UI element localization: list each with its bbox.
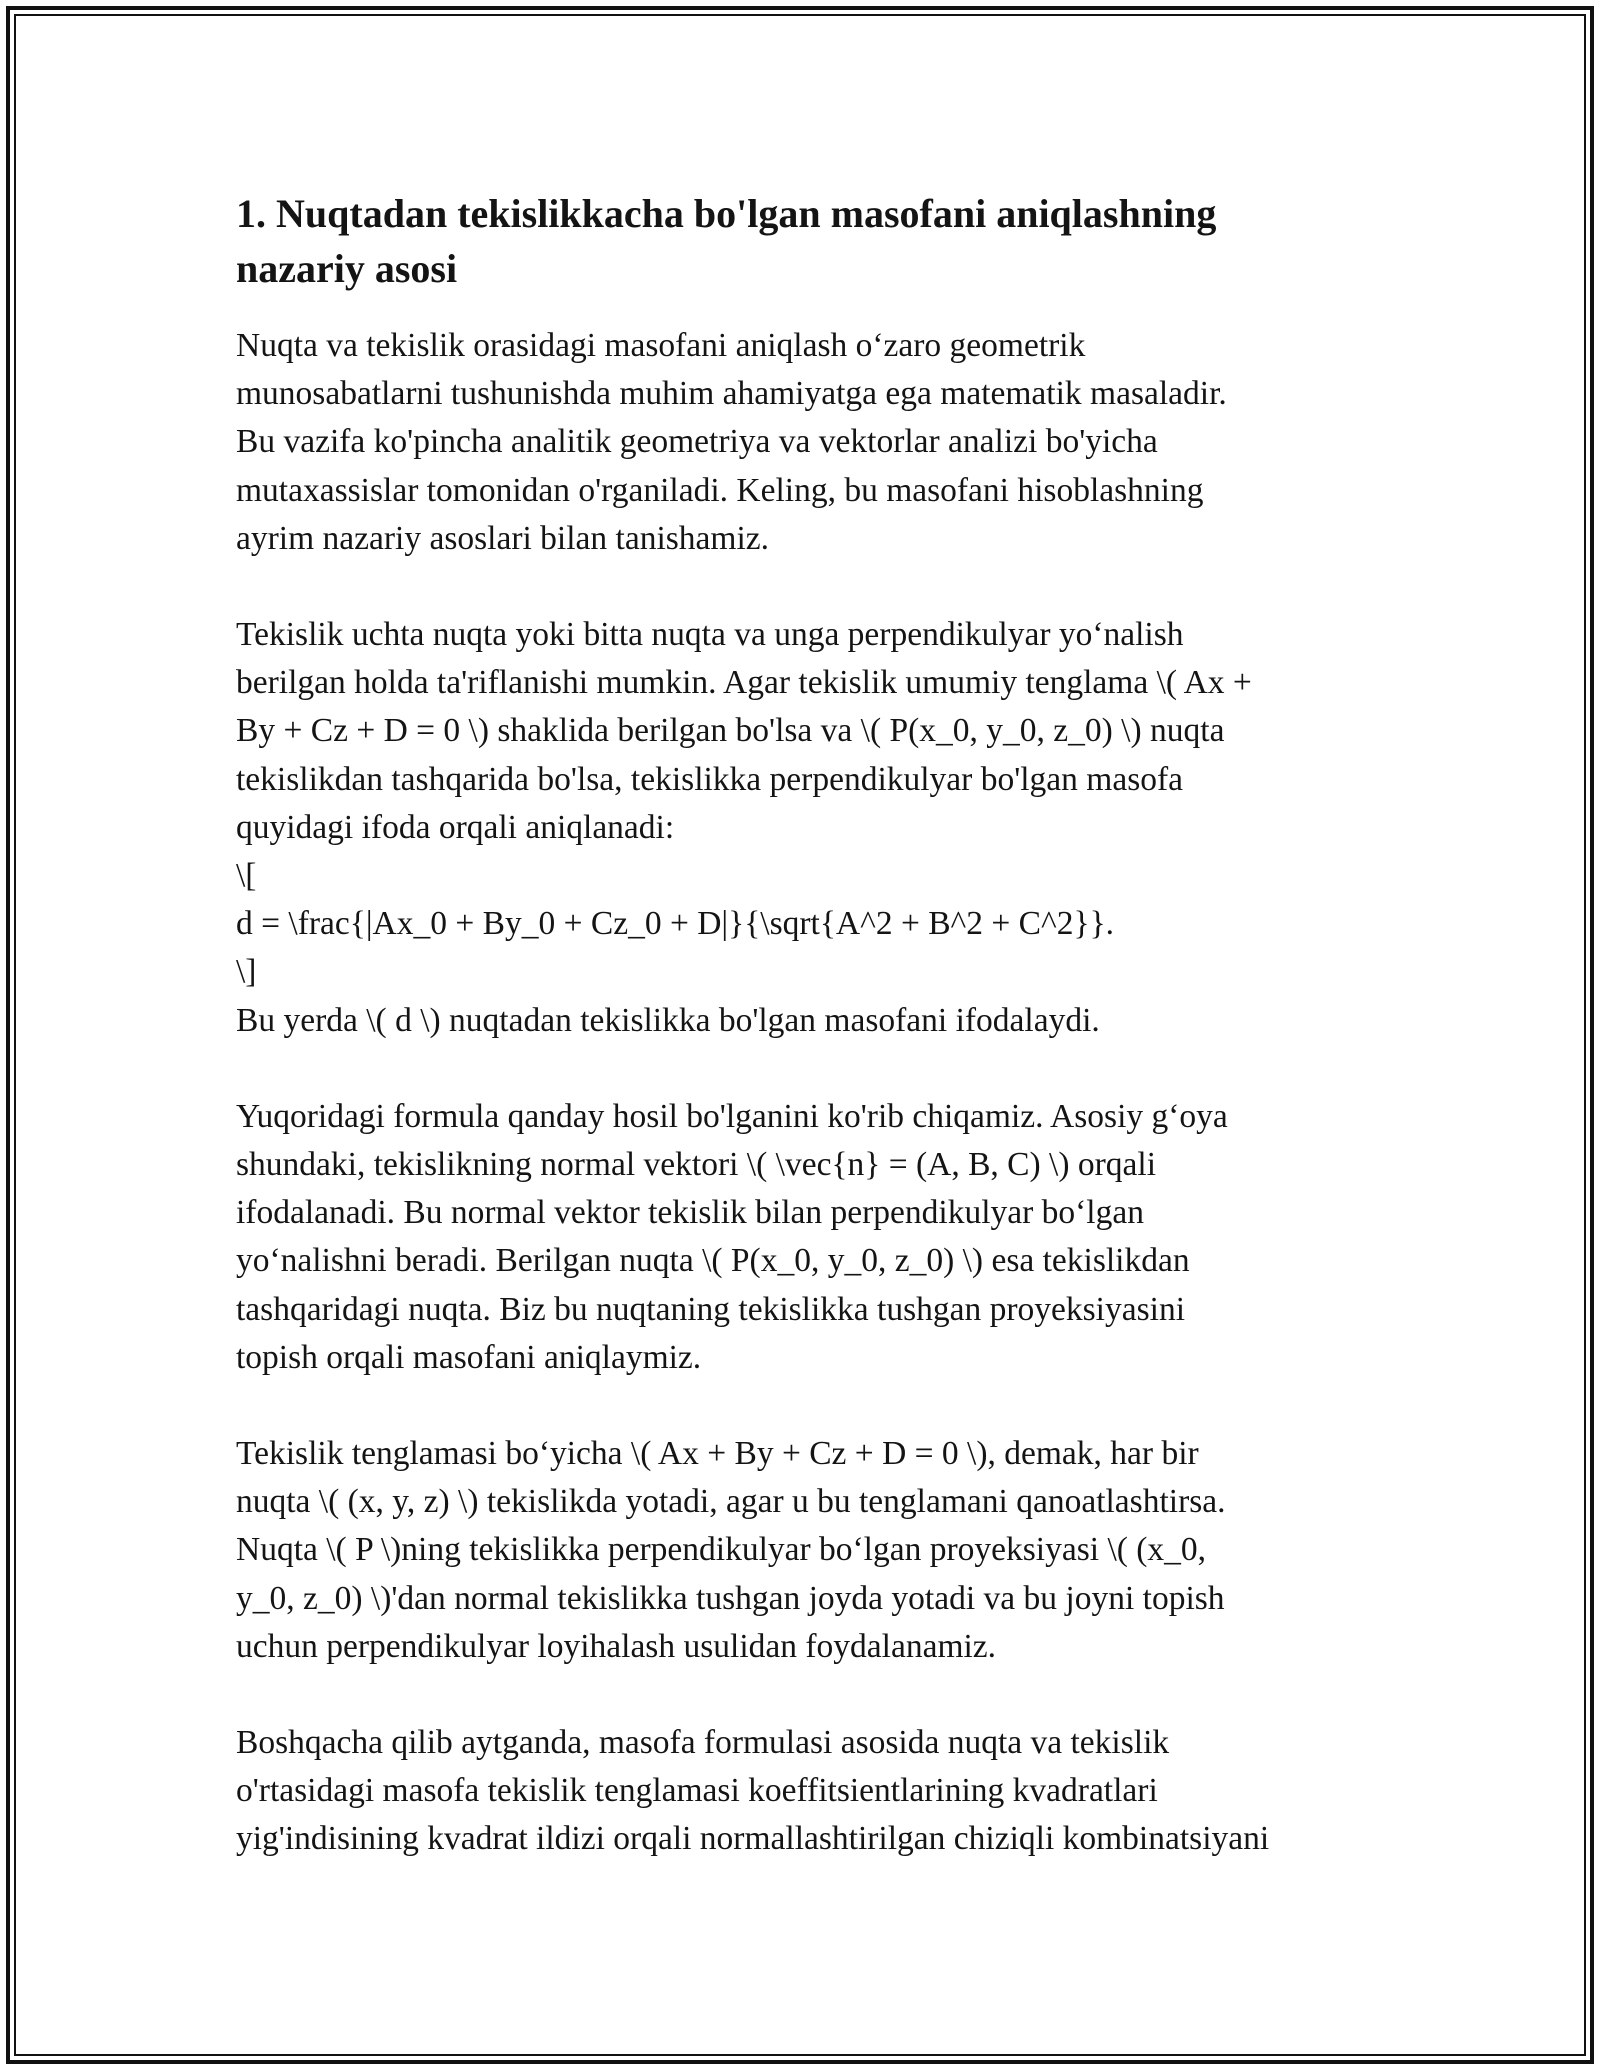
text-line: o'rtasidagi masofa tekislik tenglamasi koeffitsientlarining kvadratlari [236,1772,1158,1810]
text-line: By + Cz + D = 0 \) shaklida berilgan bo'lsa va \( P(x_0, y_0, z_0) \) nuqta [236,712,1225,750]
text-line: topish orqali masofani aniqlaymiz. [236,1338,702,1376]
text-line: berilgan holda ta'riflanishi mumkin. Agar tekislik umumiy tenglama \( Ax + [236,664,1252,702]
text-line: Tekislik tenglamasi bo‘yicha \( Ax + By + Cz + D = 0 \), demak, har bir [236,1435,1199,1473]
paragraph-intro [236,322,1386,563]
text-line: Tekislik uchta nuqta yoki bitta nuqta va unga perpendikulyar yo‘nalish [236,616,1184,654]
paragraph-summary [236,1719,1386,1864]
text-line: Bu yerda \( d \) nuqtadan tekislikka bo'lgan masofani ifodalaydi. [236,1001,1100,1039]
distance-formula: d = \frac{|Ax_0 + By_0 + Cz_0 + D|}{\sqrt{A^2 + B^2 + C^2}}. [236,905,1115,943]
text-line: quyidagi ifoda orqali aniqlanadi: [236,808,675,846]
text-line: yo‘nalishni beradi. Berilgan nuqta \( P(x_0, y_0, z_0) \) esa tekislikdan [236,1242,1190,1280]
text-line: Nuqta \( P \)ning tekislikka perpendikulyar bo‘lgan proyeksiyasi \( (x_0, [236,1531,1207,1569]
heading-line: 1. Nuqtadan tekislikkacha bo'lgan masofani aniqlashning [236,191,1217,236]
text-line: tekislikdan tashqarida bo'lsa, tekislikka perpendikulyar bo'lgan masofa [236,760,1184,798]
text-line: nuqta \( (x, y, z) \) tekislikda yotadi, agar u bu tenglamani qanoatlashtirsa. [236,1483,1226,1521]
paragraph-projection [236,1430,1386,1671]
text-line: mutaxassislar tomonidan o'rganiladi. Keling, bu masofani hisoblashning [236,471,1204,509]
section-heading [236,186,1386,296]
text-line: shundaki, tekislikning normal vektori \( \vec{n} = (A, B, C) \) orqali [236,1146,1157,1184]
text-line: y_0, z_0) \)'dan normal tekislikka tushgan joyda yotadi va bu joyni topish [236,1579,1225,1617]
text-line: yig'indisining kvadrat ildizi orqali normallashtirilgan chiziqli kombinatsiyani [236,1820,1270,1858]
text-line: munosabatlarni tushunishda muhim ahamiyatga ega matematik masaladir. [236,375,1227,413]
formula-open: \[ [236,857,257,895]
heading-line: nazariy asosi [236,246,458,291]
text-line: Bu vazifa ko'pincha analitik geometriya va vektorlar analizi bo'yicha [236,423,1158,461]
text-line: ayrim nazariy asoslari bilan tanishamiz. [236,519,770,557]
text-line: Nuqta va tekislik orasidagi masofani aniqlash o‘zaro geometrik [236,327,1086,364]
text-line: ifodalanadi. Bu normal vektor tekislik bilan perpendikulyar bo‘lgan [236,1194,1144,1232]
document-body [236,186,1386,1912]
text-line: Boshqacha qilib aytganda, masofa formulasi asosida nuqta va tekislik [236,1724,1170,1762]
paragraph-formula [236,611,1386,1045]
formula-close: \] [236,953,257,991]
text-line: Yuqoridagi formula qanday hosil bo'lganini ko'rib chiqamiz. Asosiy g‘oya [236,1097,1228,1135]
text-line: tashqaridagi nuqta. Biz bu nuqtaning tekislikka tushgan proyeksiyasini [236,1290,1186,1328]
text-line: uchun perpendikulyar loyihalash usulidan foydalanamiz. [236,1627,997,1665]
paragraph-derivation [236,1093,1386,1382]
